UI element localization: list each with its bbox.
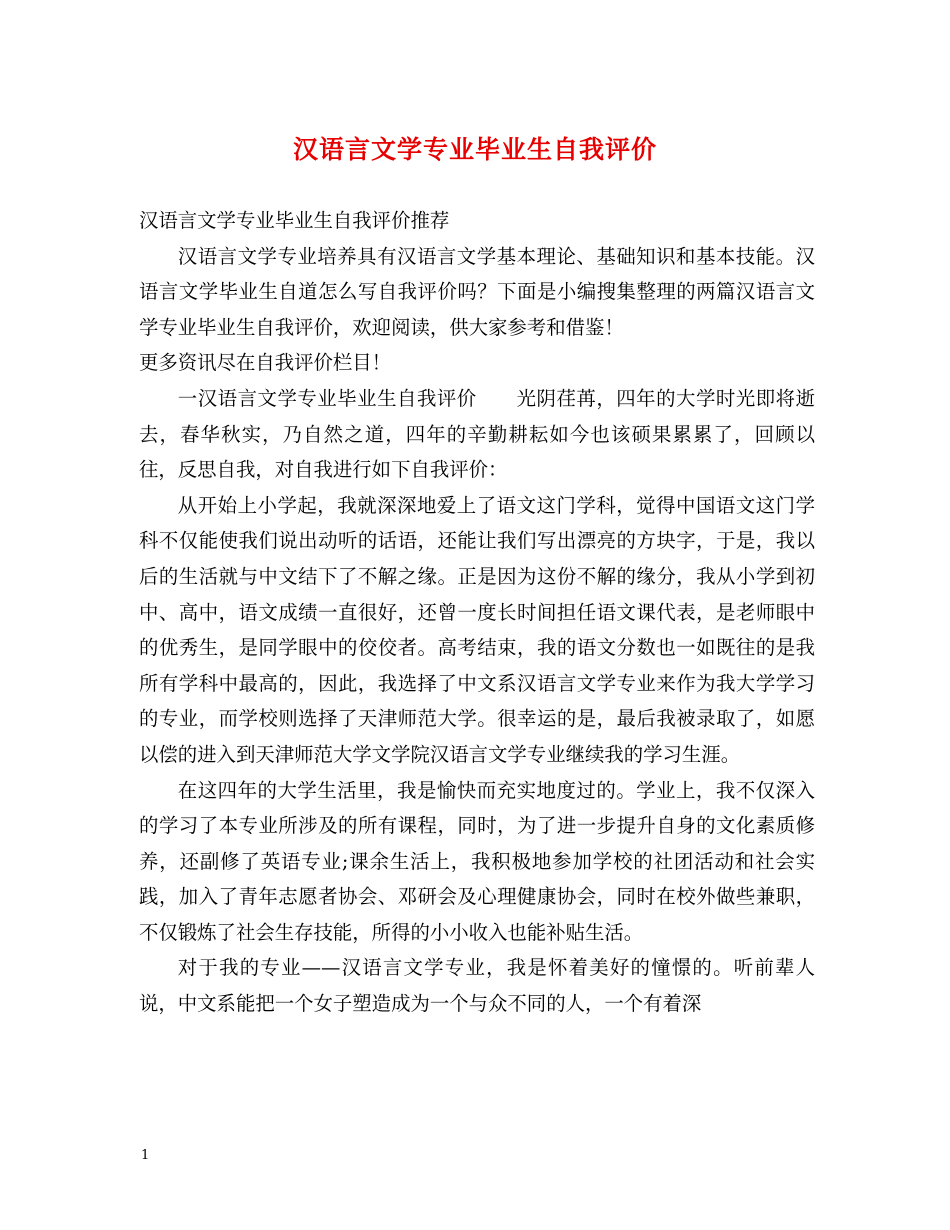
paragraph-more-info: 更多资讯尽在自我评价栏目！ — [139, 351, 392, 375]
page-number: 1 — [141, 1148, 150, 1163]
document-body — [139, 203, 815, 1022]
paragraph-university-life: 在这四年的大学生活里，我是愉快而充实地度过的。学业上，我不仅深入的学习了本专业所涉及的所有课程，同时，为了进一步提升自身的文化素质修养，还副修了英语专业;课余生活上，我积极地参加学校的社团活动和社会实践，加入了青年志愿者协会、邓研会及心理健康协会，同时在校外做些兼职，不仅锻炼了社会生存技能，所得的小小收入也能补贴生活。 — [139, 778, 815, 944]
document-subtitle: 汉语言文学专业毕业生自我评价推荐 — [139, 209, 450, 232]
document-title: 汉语言文学专业毕业生自我评价 — [292, 135, 657, 164]
paragraph-childhood: 从开始上小学起，我就深深地爱上了语文这门学科，觉得中国语文这门学科不仅能使我们说出动听的话语，还能让我们写出漂亮的方块字，于是，我以后的生活就与中文结下了不解之缘。正是因为这份不解的缘分，我从小学到初中、高中，语文成绩一直很好，还曾一度长时间担任语文课代表，是老师眼中的优秀生，是同学眼中的佼佼者。高考结束，我的语文分数也一如既往的是我所有学科中最高的，因此，我选择了中文系汉语言文学专业来作为我大学学习的专业，而学校则选择了天津师范大学。很幸运的是，最后我被录取了，如愿以偿的进入到天津师范大学文学院汉语言文学专业继续我的学习生涯。 — [139, 493, 815, 766]
paragraph-major: 对于我的专业——汉语言文学专业，我是怀着美好的憧憬的。听前辈人说，中文系能把一个女子塑造成为一个与众不同的人，一个有着深 — [139, 956, 815, 1016]
paragraph-section-one: 一汉语言文学专业毕业生自我评价 光阴荏苒，四年的大学时光即将逝去，春华秋实，乃自然之道，四年的辛勤耕耘如今也该硕果累累了，回顾以往，反思自我，对自我进行如下自我评价： — [139, 386, 815, 482]
paragraph-intro: 汉语言文学专业培养具有汉语言文学基本理论、基础知识和基本技能。汉语言文学毕业生自道怎么写自我评价吗？下面是小编搜集整理的两篇汉语言文学专业毕业生自我评价，欢迎阅读，供大家参考和借鉴！ — [139, 244, 815, 339]
